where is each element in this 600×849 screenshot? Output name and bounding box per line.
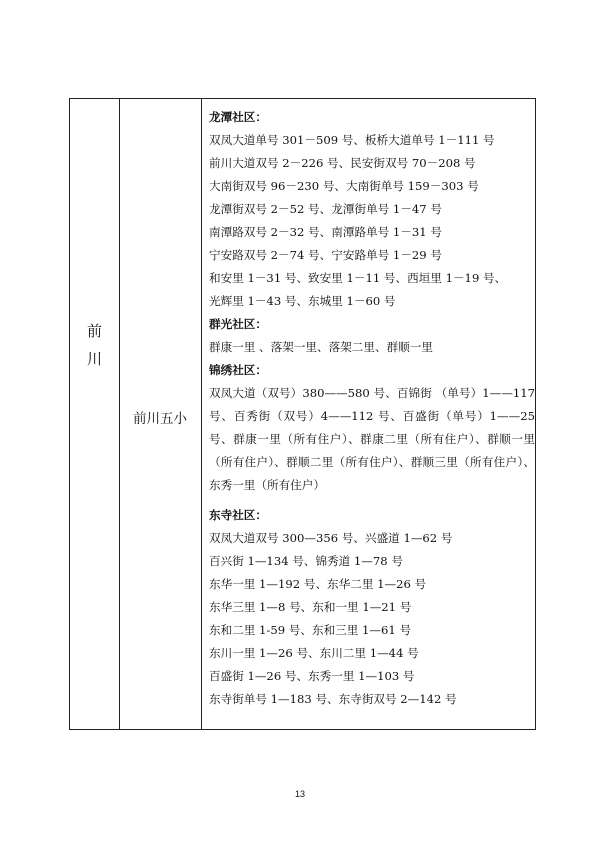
column-divider — [201, 99, 202, 729]
address-line: 双凤大道单号 301－509 号、板桥大道单号 1－111 号 — [209, 133, 495, 147]
community-jinxiu — [209, 359, 535, 497]
district-char: 川 — [86, 350, 102, 368]
address-line: 东寺街单号 1—183 号、东寺街双号 2—142 号 — [209, 692, 457, 706]
community-list — [209, 106, 535, 711]
district-name — [70, 317, 119, 373]
community-title: 群光社区： — [209, 317, 267, 331]
community-longtan — [209, 106, 535, 313]
community-qunguang — [209, 313, 535, 359]
address-line: 和安里 1－31 号、致安里 1－11 号、西垣里 1－19 号、 — [209, 271, 507, 285]
community-dongsi — [209, 504, 535, 711]
address-line: 百盛街 1—26 号、东秀一里 1—103 号 — [209, 669, 415, 683]
community-title: 东寺社区： — [209, 508, 267, 522]
address-line: 东川一里 1—26 号、东川二里 1—44 号 — [209, 646, 419, 660]
address-line: 东和二里 1-59 号、东和三里 1—61 号 — [209, 623, 412, 637]
address-line: 龙潭街双号 2－52 号、龙潭街单号 1－47 号 — [209, 202, 442, 216]
district-char: 前 — [86, 322, 102, 340]
district-table — [69, 98, 536, 730]
address-line: 前川大道双号 2－226 号、民安街双号 70－208 号 — [209, 156, 476, 170]
address-line: 宁安路双号 2－74 号、宁安路单号 1－29 号 — [209, 248, 442, 262]
address-line: 双凤大道双号 300—356 号、兴盛道 1—62 号 — [209, 531, 453, 545]
community-title: 锦绣社区： — [209, 363, 267, 377]
address-line: 群康一里 、落架一里、落架二里、群顺一里 — [209, 340, 433, 354]
address-line: 大南街双号 96－230 号、大南街单号 159－303 号 — [209, 179, 479, 193]
address-paragraph: 双凤大道（双号）380——580 号、百锦街 （单号）1——117 号、百秀街（双号）4——112 号、百盛街（单号）1——25 号、群康一里（所有住户）、群康二里（所有住户）、群顺一里（所有住户）、群顺二里（所有住户）、群顺三里（所有住户）、东秀一里（所有住户） — [209, 386, 535, 492]
page-number: 13 — [294, 789, 305, 799]
address-line: 百兴街 1—134 号、锦秀道 1—78 号 — [209, 554, 403, 568]
address-line: 南潭路双号 2－32 号、南潭路单号 1－31 号 — [209, 225, 442, 239]
address-line: 东华三里 1—8 号、东和一里 1—21 号 — [209, 600, 412, 614]
address-line: 东华一里 1—192 号、东华二里 1—26 号 — [209, 577, 427, 591]
community-title: 龙潭社区： — [209, 110, 267, 124]
school-name: 前川五小 — [133, 411, 187, 427]
address-line: 光辉里 1－43 号、东城里 1－60 号 — [209, 294, 396, 308]
